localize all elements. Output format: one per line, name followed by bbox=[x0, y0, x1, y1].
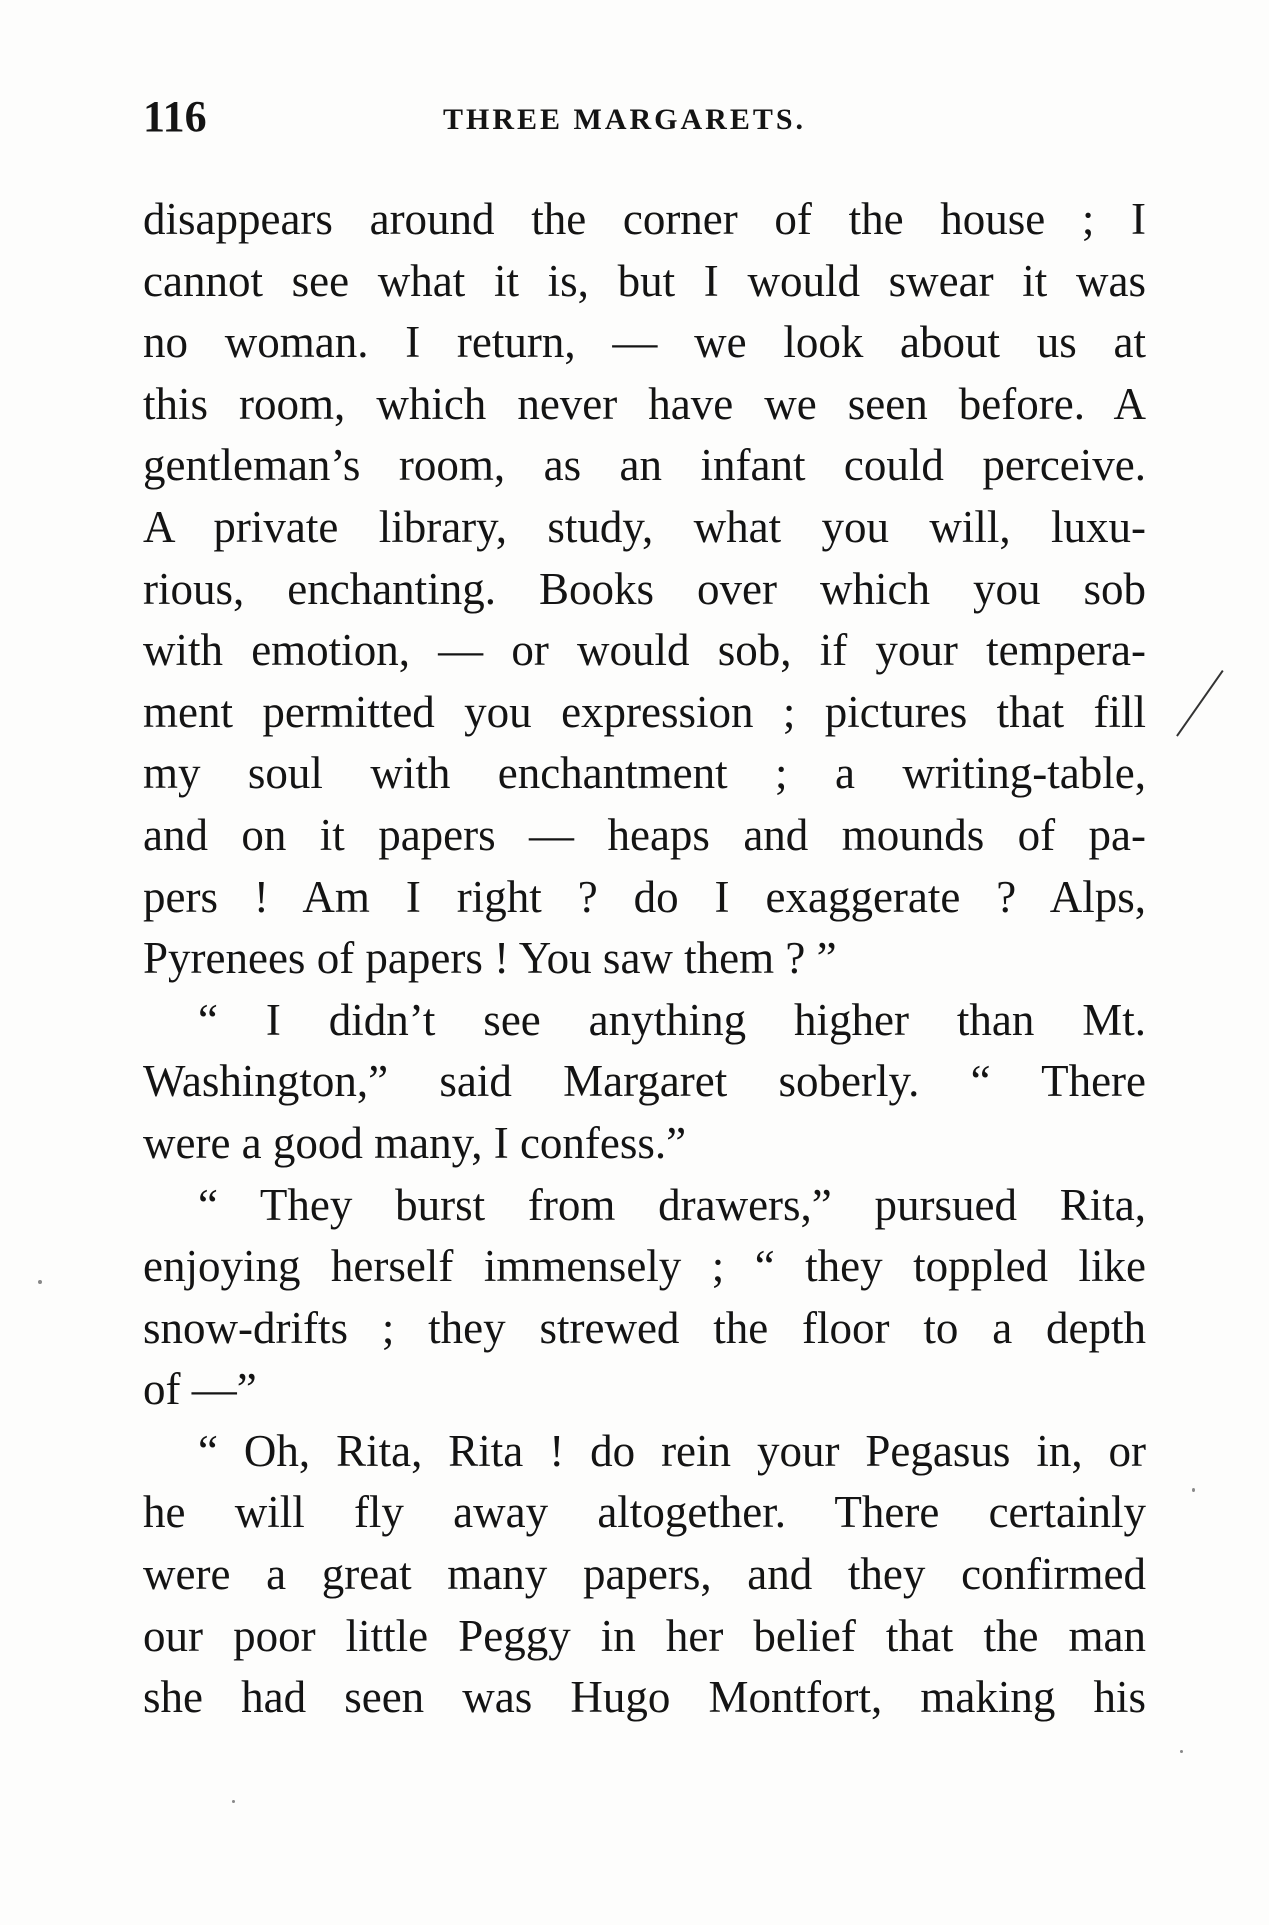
text-line: Washington,” said Margaret soberly. “ There bbox=[143, 1056, 1146, 1107]
paper-speck bbox=[38, 1280, 42, 1284]
text-line: pers ! Am I right ? do I exaggerate ? Alps, bbox=[143, 871, 1146, 922]
text-line: our poor little Peggy in her belief that the man bbox=[143, 1610, 1146, 1661]
text-line: Pyrenees of papers ! You saw them ? ” bbox=[143, 933, 837, 984]
text-line: cannot see what it is, but I would swear it was bbox=[143, 255, 1146, 306]
text-line: gentleman’s room, as an infant could perceive. bbox=[143, 440, 1146, 491]
text-line: “ Oh, Rita, Rita ! do rein your Pegasus in, or bbox=[198, 1425, 1146, 1476]
text-line: were a good many, I confess.” bbox=[143, 1117, 687, 1168]
text-line: snow-drifts ; they strewed the floor to a depth bbox=[143, 1302, 1146, 1353]
paper-speck bbox=[1180, 1750, 1183, 1753]
running-title: THREE MARGARETS. bbox=[443, 103, 807, 136]
text-line: ment permitted you expression ; pictures that fill bbox=[143, 686, 1146, 737]
text-line: enjoying herself immensely ; “ they toppled like bbox=[143, 1241, 1146, 1292]
text-line: “ They burst from drawers,” pursued Rita, bbox=[198, 1179, 1146, 1230]
text-line: this room, which never have we seen before. A bbox=[143, 378, 1146, 429]
text-line: he will fly away altogether. There certainly bbox=[143, 1487, 1146, 1538]
text-line: “ I didn’t see anything higher than Mt. bbox=[198, 994, 1146, 1045]
paper-speck bbox=[1192, 1488, 1195, 1492]
text-line: no woman. I return, — we look about us at bbox=[143, 317, 1146, 368]
text-line: rious, enchanting. Books over which you sob bbox=[143, 563, 1146, 614]
text-line: my soul with enchantment ; a writing-table, bbox=[143, 748, 1146, 799]
text-line: of —” bbox=[143, 1364, 257, 1415]
text-line: disappears around the corner of the house ; I bbox=[143, 194, 1146, 244]
text-line: were a great many papers, and they confirmed bbox=[143, 1549, 1146, 1600]
paper-speck bbox=[232, 1800, 235, 1803]
margin-pencil-mark bbox=[1176, 670, 1224, 737]
text-line: A private library, study, what you will, luxu- bbox=[143, 501, 1146, 552]
page-number: 116 bbox=[143, 92, 207, 141]
running-head bbox=[143, 92, 1146, 142]
text-line: with emotion, — or would sob, if your tempera- bbox=[143, 625, 1146, 676]
text-line: she had seen was Hugo Montfort, making his bbox=[143, 1672, 1146, 1723]
text-line: and on it papers — heaps and mounds of pa- bbox=[143, 809, 1146, 860]
body-text bbox=[143, 189, 1146, 1729]
